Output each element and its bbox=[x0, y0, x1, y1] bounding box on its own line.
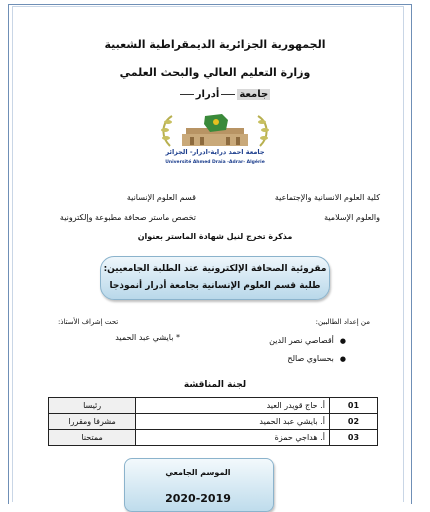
faculty-line: كلية العلوم الانسانية والإجتماعية bbox=[274, 193, 380, 202]
member-role: ممتحنا bbox=[49, 430, 136, 446]
member-name: بايشي عبد الحميد bbox=[259, 417, 318, 426]
memo-label: مذكرة تخرج لنيل شهادة الماستر بعنوان bbox=[137, 232, 293, 241]
wheat-left-icon bbox=[161, 116, 172, 146]
row-number: 03 bbox=[329, 430, 377, 446]
faculty-line: والعلوم الإسلامية bbox=[324, 213, 380, 222]
member-role: مشرفا ومقررا bbox=[49, 414, 136, 430]
department-block bbox=[46, 188, 196, 228]
logo-latin-text: Université Ahmed Draia -Adrar- Algérie bbox=[165, 160, 265, 165]
thesis-title-box bbox=[100, 256, 330, 300]
supervisor-label: تحت إشراف الأستاذ: bbox=[58, 318, 119, 326]
row-number: 01 bbox=[329, 398, 377, 414]
students-label: من إعداد الطالبين: bbox=[315, 318, 370, 326]
ministry-heading: وزارة التعليم العالي والبحث العلمي bbox=[119, 66, 311, 79]
member-cell bbox=[136, 398, 330, 414]
university-logo bbox=[150, 108, 280, 166]
logo-arabic-text: جامعة احمد دراية-ادرار- الجزائر bbox=[165, 148, 265, 156]
member-name: هداجي حمزة bbox=[274, 433, 318, 442]
specialty-line: تخصص ماستر صحافة مطبوعة وإلكترونية bbox=[59, 213, 196, 222]
academic-season-label: الموسم الجامعي bbox=[165, 468, 231, 477]
committee-title: لجنة المناقشة bbox=[183, 380, 247, 390]
supervisor-name: * بايشي عبد الحميد bbox=[115, 333, 180, 342]
row-number: 02 bbox=[329, 414, 377, 430]
table-row bbox=[49, 430, 378, 446]
student-name: ● بحساوي صالح bbox=[226, 350, 346, 368]
students-list bbox=[226, 332, 346, 368]
member-cell bbox=[136, 430, 330, 446]
faculty-block bbox=[250, 188, 380, 228]
thesis-title-line: مقروئية الصحافة الإلكترونية عند الطلبة الجامعيين: bbox=[103, 264, 327, 274]
member-role: رئيسا bbox=[49, 398, 136, 414]
wheat-right-icon bbox=[258, 116, 269, 146]
member-title: أ. bbox=[320, 401, 325, 410]
table-row bbox=[49, 414, 378, 430]
university-heading bbox=[174, 89, 274, 100]
student-name: ● أقصاصي نصر الدين bbox=[226, 332, 346, 350]
university-prefix: جامعة bbox=[239, 89, 269, 100]
member-title: أ. bbox=[320, 433, 325, 442]
member-title: أ. bbox=[320, 417, 325, 426]
thesis-subtitle-line: طلبة قسم العلوم الإنسانية بجامعة أدرار أنموذجا bbox=[109, 281, 321, 291]
member-cell bbox=[136, 414, 330, 430]
member-name: حاج قويدر العيد bbox=[266, 401, 318, 410]
table-row bbox=[49, 398, 378, 414]
academic-season-years: 2020-2019 bbox=[165, 492, 231, 505]
dash-separator bbox=[221, 94, 235, 95]
committee-table bbox=[48, 397, 378, 446]
department-line: قسم العلوم الإنسانية bbox=[126, 193, 196, 202]
dash-separator bbox=[180, 94, 194, 95]
republic-heading: الجمهورية الجزائرية الديمقراطية الشعبية bbox=[104, 38, 326, 51]
university-city: أدرار bbox=[195, 89, 220, 100]
